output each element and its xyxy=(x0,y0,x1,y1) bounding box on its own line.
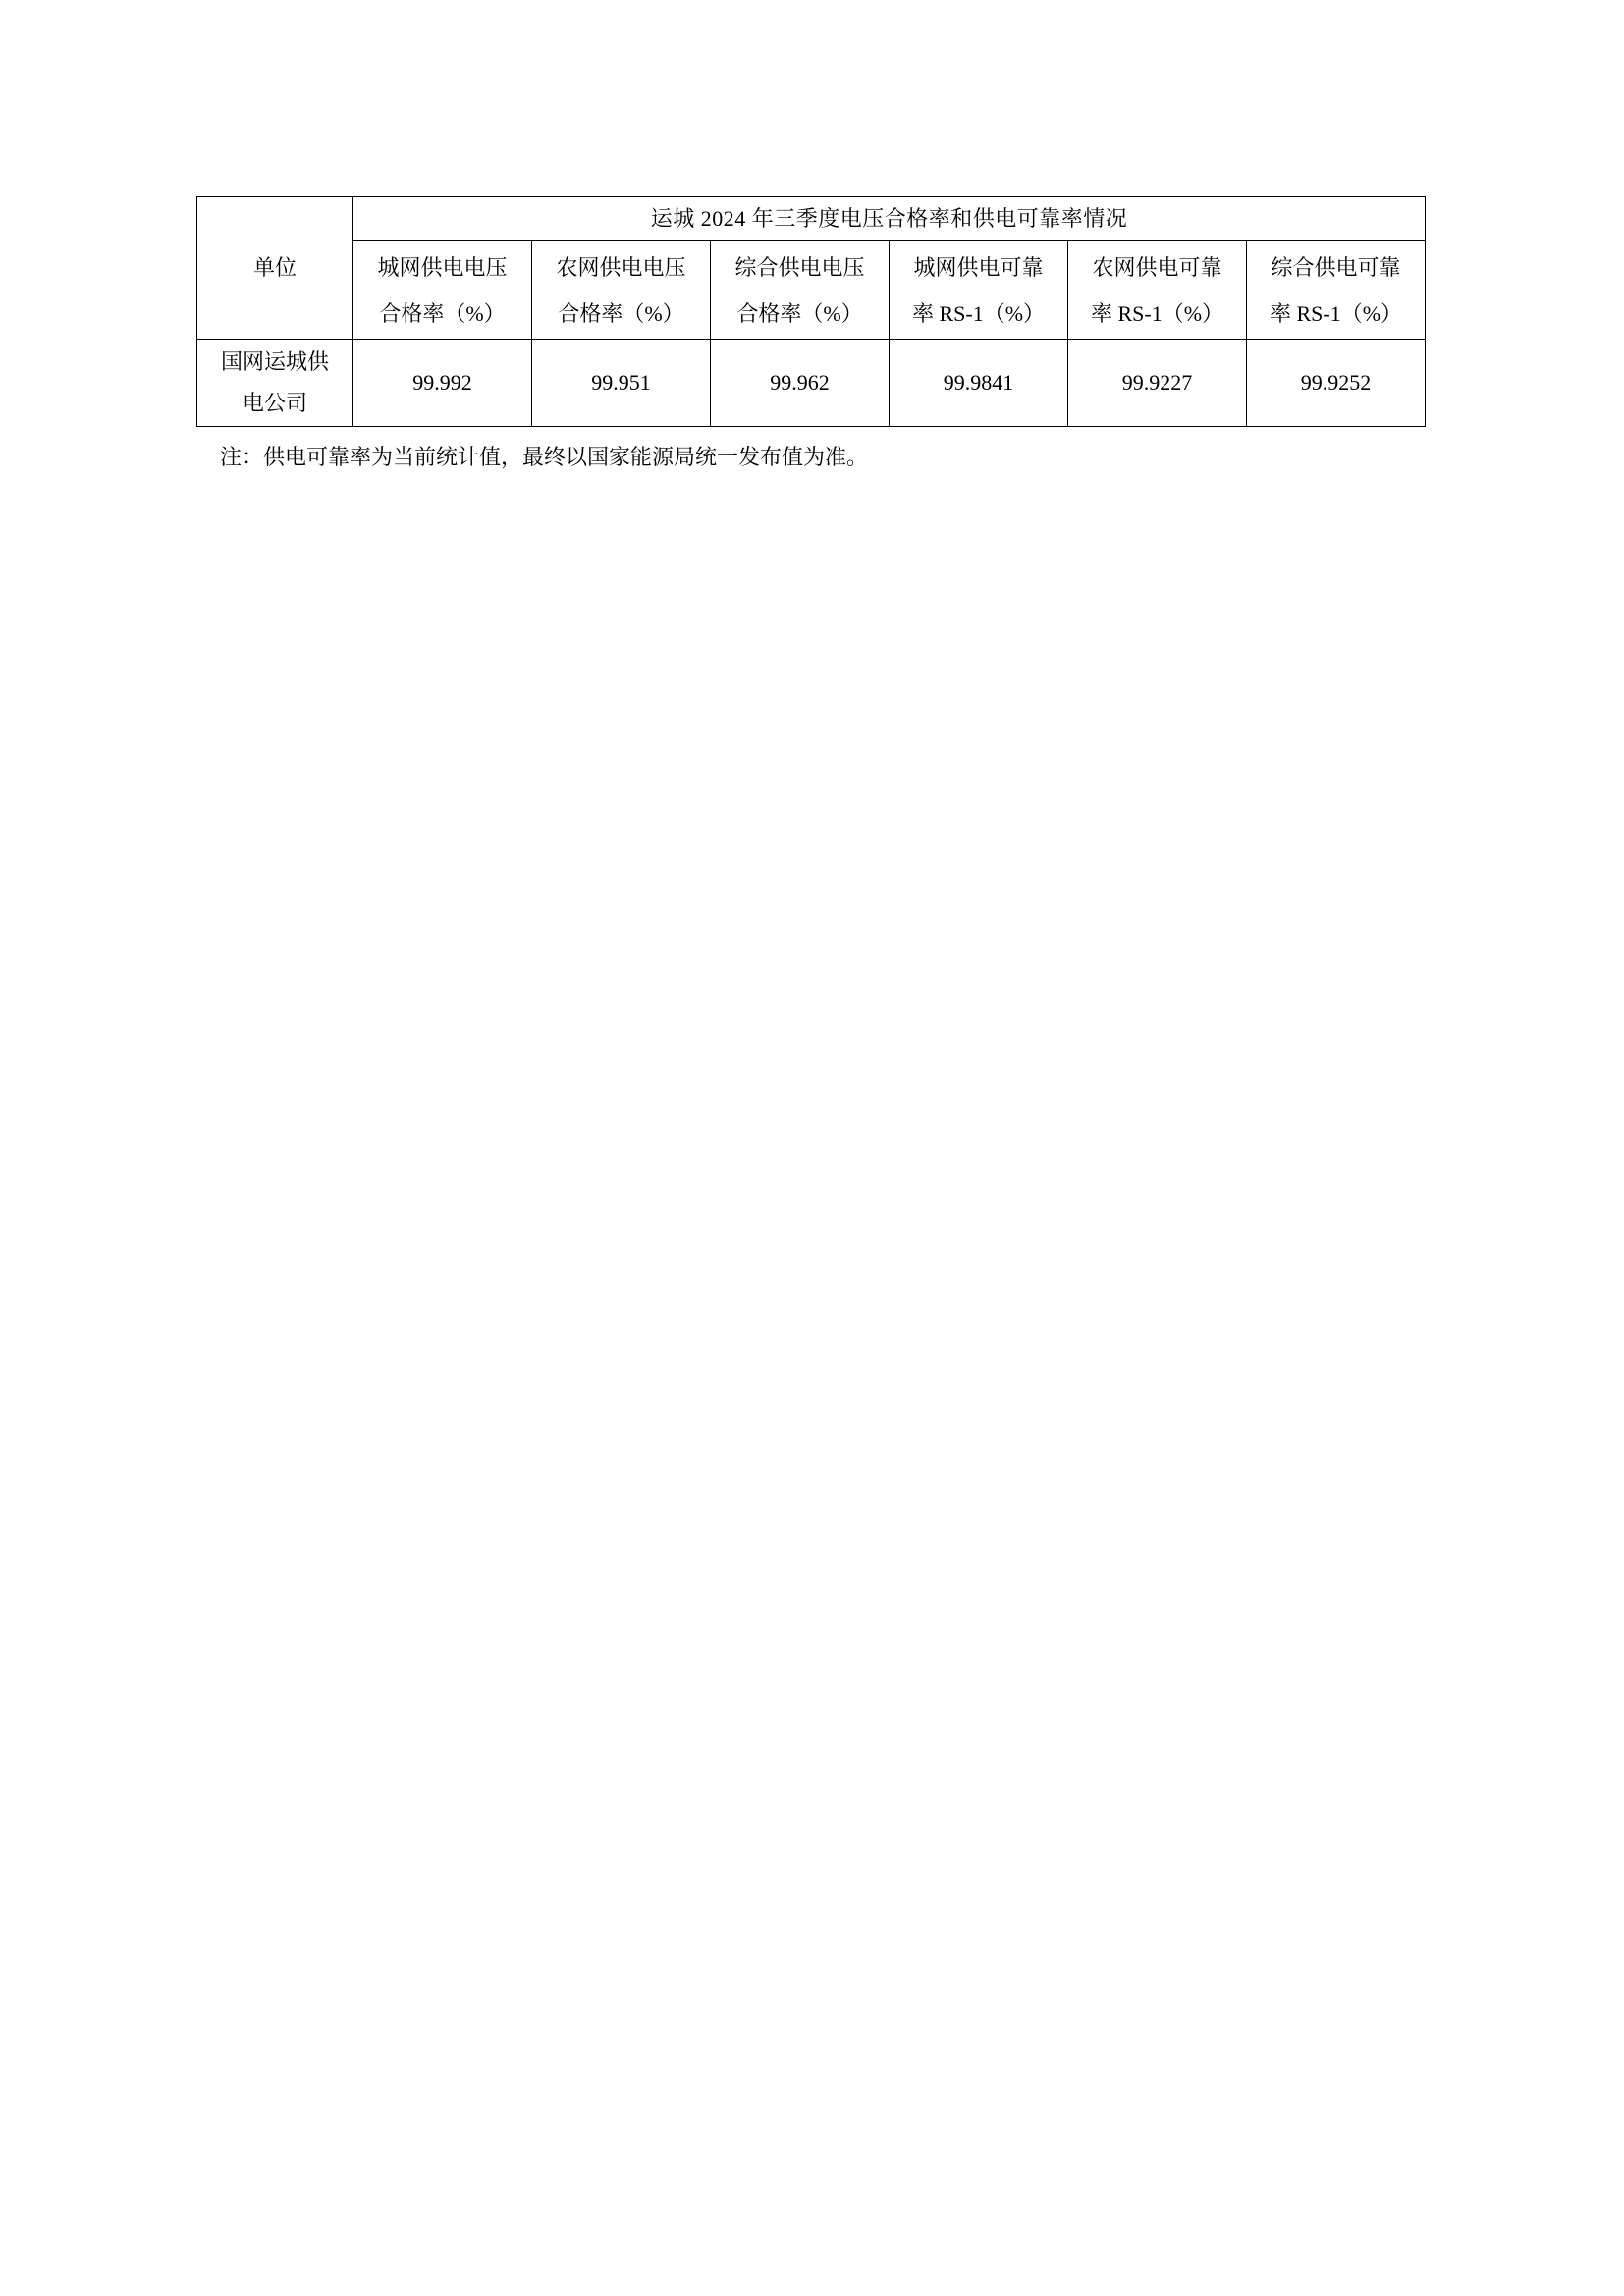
header-line: 率 RS-1（%） xyxy=(1270,300,1403,326)
table-title-row xyxy=(197,197,1426,241)
unit-column-header: 单位 xyxy=(197,197,353,340)
value-overall-reliability: 99.9252 xyxy=(1247,340,1426,427)
column-header-overall-voltage xyxy=(711,241,890,340)
table-header-row xyxy=(197,241,1426,340)
header-line: 率 RS-1（%） xyxy=(1090,300,1224,326)
document-content xyxy=(196,196,1425,473)
header-line: 城网供电电压 xyxy=(377,254,508,280)
header-line: 城网供电可靠 xyxy=(913,254,1044,280)
header-line: 农网供电可靠 xyxy=(1092,254,1222,280)
column-header-rural-voltage xyxy=(532,241,711,340)
header-line: 合格率（%） xyxy=(379,300,506,326)
header-line: 率 RS-1（%） xyxy=(911,300,1046,326)
header-line: 综合供电电压 xyxy=(734,254,865,280)
unit-name-line: 国网运城供 xyxy=(220,349,329,374)
header-line: 综合供电可靠 xyxy=(1271,254,1401,280)
footnote: 注：供电可靠率为当前统计值，最终以国家能源局统一发布值为准。 xyxy=(220,445,869,469)
value-overall-voltage: 99.962 xyxy=(711,340,890,427)
header-line: 合格率（%） xyxy=(736,300,863,326)
column-header-urban-reliability xyxy=(890,241,1068,340)
unit-name-line: 电公司 xyxy=(242,391,307,415)
quality-reliability-table xyxy=(196,196,1426,427)
column-header-urban-voltage xyxy=(353,241,532,340)
column-header-overall-reliability xyxy=(1247,241,1426,340)
header-line: 合格率（%） xyxy=(558,300,684,326)
value-urban-voltage: 99.992 xyxy=(353,340,532,427)
header-line: 农网供电电压 xyxy=(556,254,686,280)
value-rural-voltage: 99.951 xyxy=(532,340,711,427)
table-data-row xyxy=(197,340,1426,427)
unit-name-cell xyxy=(197,340,353,427)
table-title: 运城 2024 年三季度电压合格率和供电可靠率情况 xyxy=(353,197,1426,241)
column-header-rural-reliability xyxy=(1068,241,1247,340)
value-rural-reliability: 99.9227 xyxy=(1068,340,1247,427)
value-urban-reliability: 99.9841 xyxy=(890,340,1068,427)
